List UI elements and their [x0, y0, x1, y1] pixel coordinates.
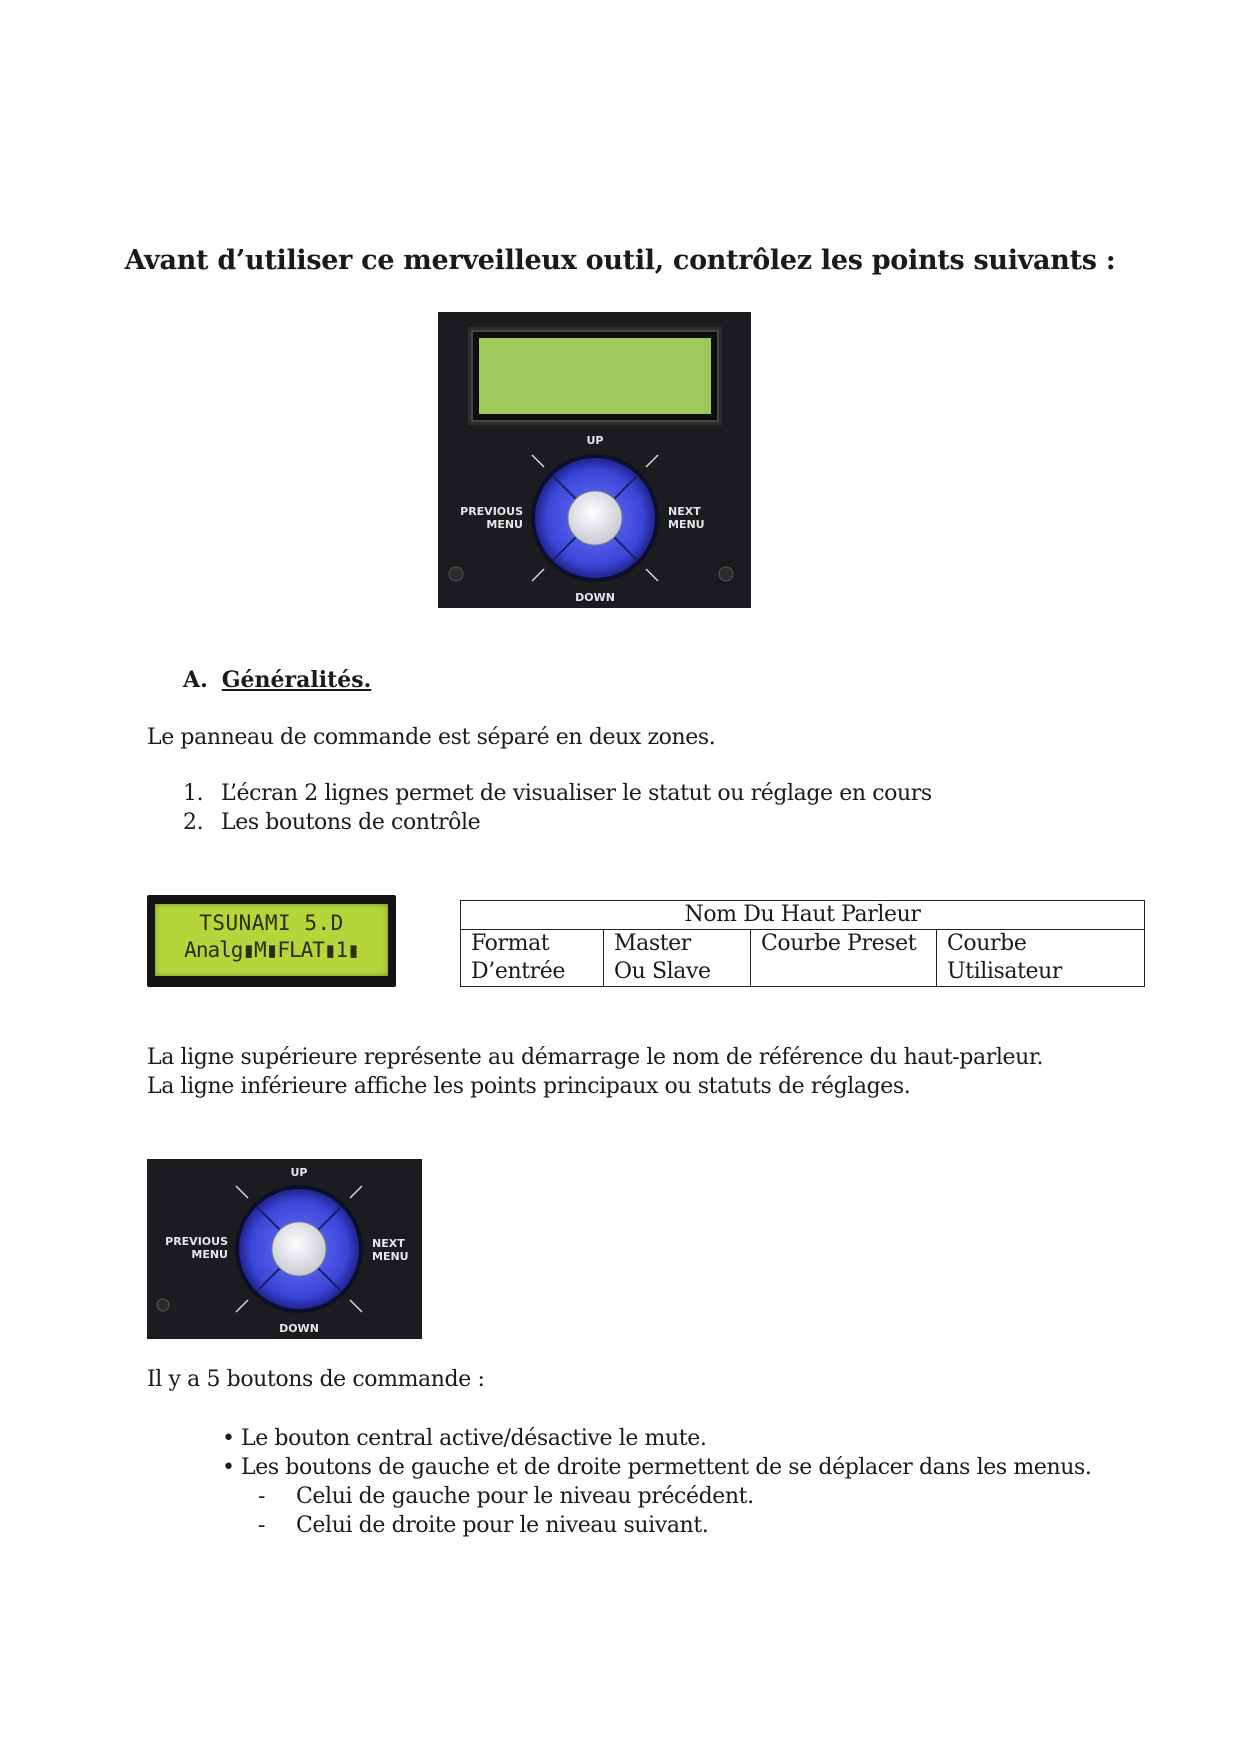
previous-menu-label: PREVIOUS MENU: [460, 505, 523, 531]
list-item: [258, 1511, 754, 1540]
list-number: 2.: [183, 810, 204, 835]
lcd-display-screen: [155, 904, 388, 976]
lines-description: [147, 1043, 1043, 1101]
next-menu-label: NEXT MENU: [668, 505, 705, 531]
intro-text: Le panneau de commande est séparé en deux zones.: [147, 725, 716, 750]
list-text: Les boutons de gauche et de droite permettent de se déplacer dans les menus.: [241, 1455, 1092, 1480]
section-title: Généralités.: [221, 667, 372, 693]
bullet-icon: •: [222, 1426, 235, 1451]
dash-icon: -: [258, 1484, 266, 1509]
table-cell: Master Ou Slave: [604, 930, 751, 987]
dash-icon: -: [258, 1513, 266, 1538]
up-label: UP: [586, 434, 604, 447]
section-heading: [183, 667, 371, 693]
list-number: 1.: [183, 781, 204, 806]
table-row: [461, 930, 1145, 987]
list-text: Celui de gauche pour le niveau précédent.: [296, 1484, 754, 1509]
list-item: [222, 1453, 1091, 1482]
list-item: [183, 779, 932, 808]
bullet-list: [222, 1424, 1091, 1482]
lcd-fields-table: [460, 900, 1145, 987]
sub-list: [258, 1482, 754, 1540]
table-cell: Courbe Utilisateur: [937, 930, 1145, 987]
bullet-icon: •: [222, 1455, 235, 1480]
up-label: UP: [290, 1166, 308, 1179]
lcd-display-photo: [147, 895, 396, 987]
list-item: [183, 808, 932, 837]
page-title: Avant d’utiliser ce merveilleux outil, contrôlez les points suivants :: [124, 245, 1116, 276]
list-text: Le bouton central active/désactive le mute.: [241, 1426, 707, 1451]
zones-list: [183, 779, 932, 837]
list-text: Les boutons de contrôle: [221, 810, 481, 835]
screw-icon: [449, 567, 463, 581]
buttons-intro: Il y a 5 boutons de commande :: [147, 1367, 485, 1392]
mute-center-button[interactable]: [272, 1222, 326, 1276]
previous-menu-label: PREVIOUS MENU: [165, 1235, 228, 1261]
mute-center-button[interactable]: [568, 491, 622, 545]
table-cell: Format D’entrée: [461, 930, 604, 987]
next-menu-label: NEXT MENU: [372, 1237, 409, 1263]
down-label: DOWN: [279, 1322, 319, 1335]
buttons-photo: [147, 1159, 422, 1339]
table-header: Nom Du Haut Parleur: [461, 901, 1145, 930]
paragraph-line: La ligne inférieure affiche les points principaux ou statuts de réglages.: [147, 1074, 911, 1099]
table-cell: Courbe Preset: [751, 930, 937, 987]
list-item: [258, 1482, 754, 1511]
section-letter: A.: [183, 667, 208, 693]
list-text: Celui de droite pour le niveau suivant.: [296, 1513, 709, 1538]
screw-icon: [157, 1299, 169, 1311]
screw-icon: [719, 567, 733, 581]
control-panel-photo: [438, 312, 751, 608]
lcd-line-1: TSUNAMI 5.D: [199, 911, 344, 935]
down-label: DOWN: [575, 591, 615, 604]
paragraph-line: La ligne supérieure représente au démarrage le nom de référence du haut-parleur.: [147, 1045, 1044, 1070]
list-text: L’écran 2 lignes permet de visualiser le statut ou réglage en cours: [221, 781, 932, 806]
control-pad-graphic: [438, 312, 751, 608]
list-item: [222, 1424, 1091, 1453]
lcd-line-2: Analg▮M▮FLAT▮1▮: [184, 938, 359, 962]
